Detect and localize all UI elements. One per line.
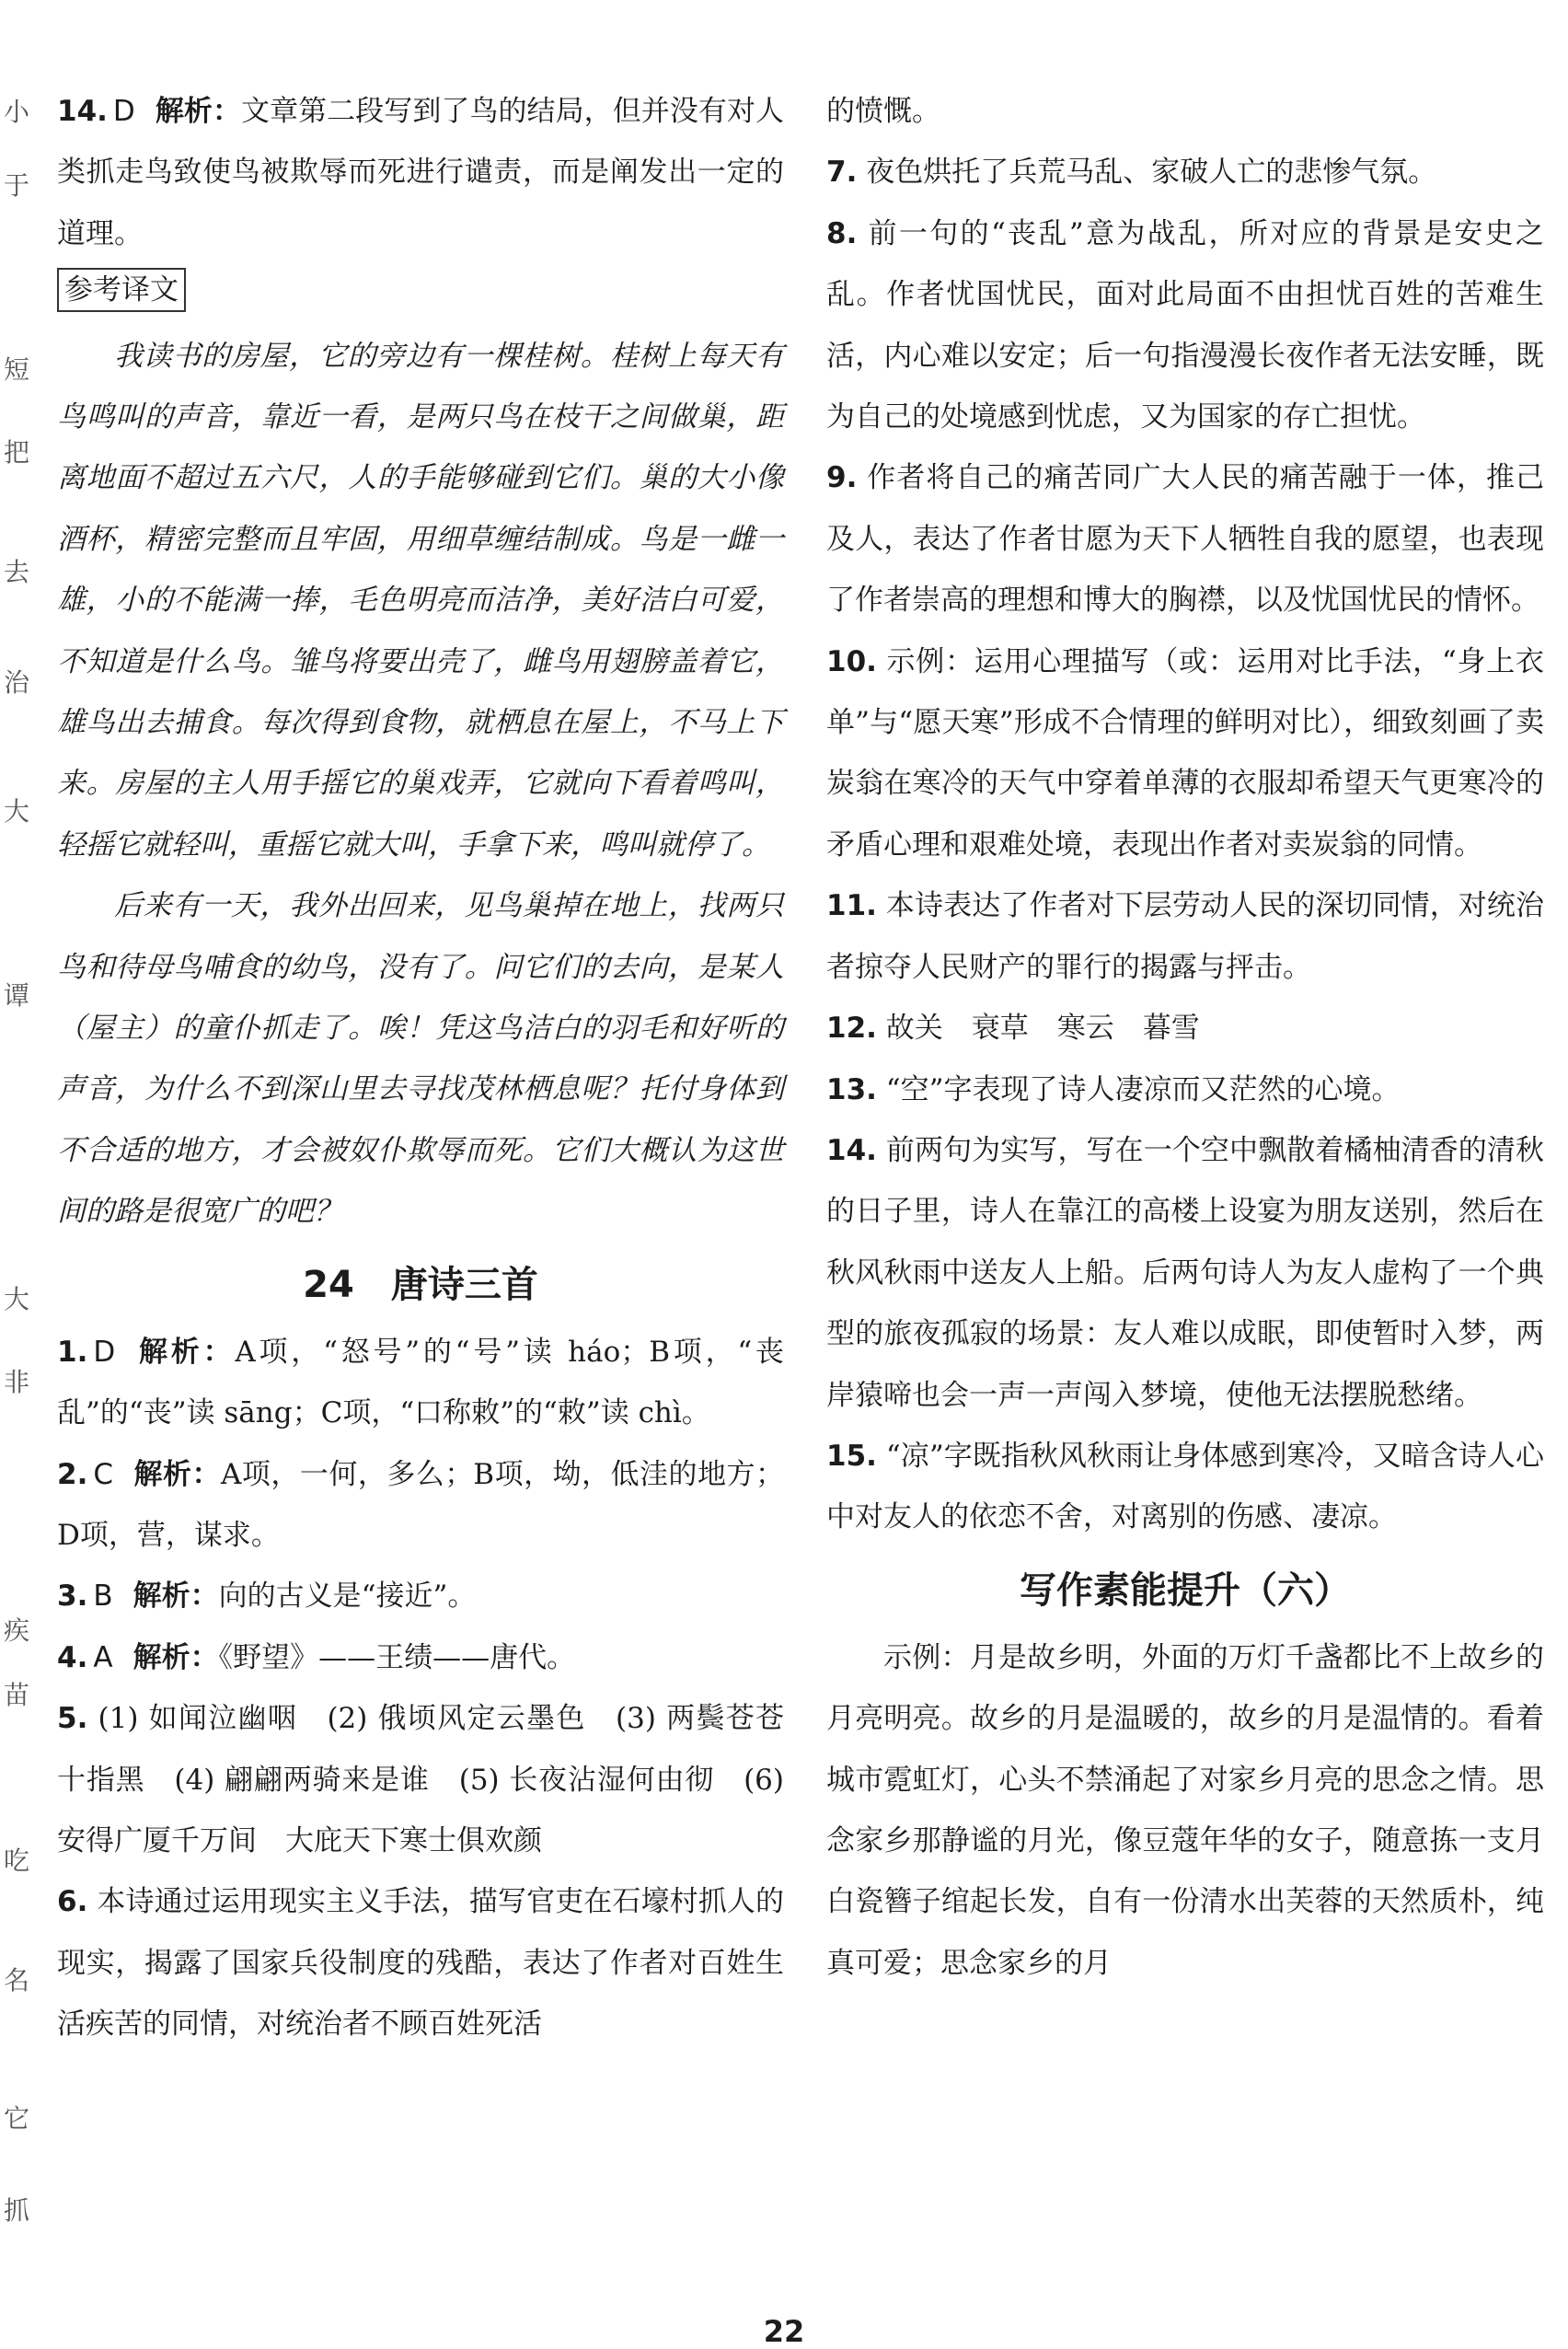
question-number: 11. [826,889,877,923]
answer-text: “凉”字既指秋风秋雨让身体感到寒冷，又暗含诗人心中对友人的依恋不舍，对离别的伤感、凄凉。 [826,1439,1544,1534]
question-number: 4. [57,1640,88,1674]
answer-text: 向的古义是“接近”。 [218,1580,477,1614]
answer-text: 作者将自己的痛苦同广大人民的痛苦融于一体，推己及人，表达了作者甘愿为天下人牺牲自我的愿望，也表现了作者崇高的理想和博大的胸襟，以及忧国忧民的情怀。 [826,461,1544,618]
answer-text: A项，一何，多么；B项，坳，低洼的地方；D项，营，谋求。 [57,1457,784,1552]
answer-6 [57,1871,784,2054]
question-number: 10. [826,644,877,678]
answer-7 [826,142,1544,202]
answer-text: A项，“怒号”的“号”读 háo；B项，“丧乱”的“丧”读 sāng；C项，“口称敕”的“敕”读 chì。 [57,1335,785,1430]
answer-15 [826,1426,1544,1548]
question-number: 2. [57,1457,88,1491]
answer-text: 本诗通过运用现实主义手法，描写官吏在石壕村抓人的现实，揭露了国家兵役制度的残酷，表达了作者对百姓生活疾苦的同情，对统治者不顾百姓死活 [57,1885,785,2042]
question-number: 7. [826,156,858,190]
edge-char: 非 [4,1367,30,1397]
edge-char: 苗 [4,1680,30,1710]
translation-paragraph-1: 我读书的房屋，它的旁边有一棵桂树。桂树上每天有鸟鸣叫的声音，靠近一看，是两只鸟在枝干之间做巢，距离地面不超过五六尺，人的手能够碰到它们。巢的大小像酒杯，精密完整而且牢固，用细草缠结制成。鸟是一雌一雄，小的不能满一捧，毛色明亮而洁净，美好洁白可爱，不知道是什么鸟。雏鸟将要出壳了，雌鸟用翅膀盖着它，雄鸟出去捕食。每次得到食物，就栖息在屋上，不马上下来。房屋的主人用手摇它的巢戏弄，它就向下看着鸣叫，轻摇它就轻叫，重摇它就大叫，手拿下来，鸣叫就停了。 [57,339,784,862]
answer-text: 示例：运用心理描写（或：运用对比手法，“身上衣单”与“愿天寒”形成不合情理的鲜明对比），细致刻画了卖炭翁在寒冷的天气中穿着单薄的衣服却希望天气更寒冷的矛盾心理和艰难处境，表现出作者对卖炭翁的同情。 [826,644,1544,862]
reference-translation-label: 参考译文 [57,264,784,325]
answer-5 [57,1688,784,1871]
left-edge-bleed [0,92,28,2301]
answer-letter: D [112,95,135,128]
answer-3 [57,1566,784,1626]
question-number: 14. [57,95,108,128]
edge-char: 于 [4,170,30,201]
answer-12 [826,998,1544,1059]
edge-char: 抓 [4,2195,30,2226]
edge-char: 去 [4,557,30,587]
edge-char: 名 [4,1965,30,1996]
answer-text: 故关 衰草 寒云 暮雪 [885,1012,1200,1046]
edge-char: 把 [4,437,30,468]
edge-char: 它 [4,2103,30,2134]
answer-11 [826,875,1544,998]
edge-char: 大 [4,1284,30,1314]
answer-letter: A [93,1640,113,1674]
answer-text: “空”字表现了诗人凄凉而又茫然的心境。 [885,1072,1401,1106]
analysis-label: 解析： [133,1640,219,1674]
answer-text: 夜色烘托了兵荒马乱、家破人亡的悲惨气氛。 [866,156,1437,190]
answer-2 [57,1444,784,1567]
question-number: 15. [826,1439,877,1473]
edge-char: 疾 [4,1615,30,1646]
edge-char: 短 [4,354,30,385]
question-number: 9. [826,461,858,495]
answer-13 [826,1059,1544,1120]
answer-14-right [826,1120,1544,1426]
answer-6-continued: 的愤慨。 [826,95,940,128]
answer-8 [826,203,1544,448]
question-number: 6. [57,1885,88,1919]
right-column [826,81,1544,1994]
analysis-label: 解析： [133,1457,221,1491]
answer-10 [826,631,1544,876]
question-number: 14. [826,1133,877,1167]
page-number: 22 [763,2314,805,2349]
question-number: 12. [826,1012,877,1046]
answer-text: (1) 如闻泣幽咽 (2) 俄顷风定云墨色 (3) 两鬓苍苍十指黑 (4) 翩翩两骑来是谁 (5) 长夜沾湿何由彻 (6) 安得广厦千万间 大庇天下寒士俱欢颜 [57,1702,785,1857]
edge-char: 治 [4,667,30,698]
question-number: 5. [57,1702,88,1736]
translation-paragraph-2: 后来有一天，我外出回来，见鸟巢掉在地上，找两只鸟和待母鸟哺食的幼鸟，没有了。问它们的去向，是某人（屋主）的童仆抓走了。唉！凭这鸟洁白的羽毛和好听的声音，为什么不到深山里去寻找茂林栖息呢？托付身体到不合适的地方，才会被奴仆欺辱而死。它们大概认为这世间的路是很宽广的吧？ [57,889,784,1229]
analysis-label: 解析： [133,1580,219,1614]
section-title-writing: 写作素能提升（六） [1020,1568,1351,1612]
answer-14 [57,81,784,264]
answer-text: 本诗表达了作者对下层劳动人民的深切同情，对统治者掠夺人民财产的罪行的揭露与抨击。 [826,889,1544,984]
answer-letter: D [93,1335,116,1369]
answer-letter: C [93,1457,114,1491]
question-number: 13. [826,1072,877,1106]
section-title-tang-poems: 24 唐诗三首 [303,1263,538,1306]
question-number: 8. [826,216,858,250]
question-number: 3. [57,1580,88,1614]
answer-letter: B [93,1580,113,1614]
edge-char: 大 [4,796,30,827]
answer-text: 《野望》——王绩——唐代。 [218,1640,576,1674]
answer-9 [826,447,1544,631]
answer-text: 文章第二段写到了鸟的结局，但并没有对人类抓走鸟致使鸟被欺辱而死进行谴责，而是阐发出一定的道理。 [57,95,784,250]
answer-text: 前一句的“丧乱”意为战乱，所对应的背景是安史之乱。作者忧国忧民，面对此局面不由担忧百姓的苦难生活，内心难以安定；后一句指漫漫长夜作者无法安睡，既为自己的处境感到忧虑，又为国家的存亡担忧。 [826,216,1544,434]
analysis-label: 解析： [155,95,242,128]
answer-1 [57,1322,784,1444]
edge-char: 谭 [4,980,30,1011]
edge-char: 吃 [4,1846,30,1876]
answer-text: 前两句为实写，写在一个空中飘散着橘柚清香的清秋的日子里，诗人在靠江的高楼上设宴为朋友送别，然后在秋风秋雨中送友人上船。后两句诗人为友人虚构了一个典型的旅夜孤寂的场景：友人难以成眠，即使暂时入梦，两岸猿啼也会一声一声闯入梦境，使他无法摆脱愁绪。 [826,1133,1544,1412]
answer-4 [57,1627,784,1688]
writing-sample-paragraph: 示例：月是故乡明，外面的万灯千盏都比不上故乡的月亮明亮。故乡的月是温暖的，故乡的月是温情的。看着城市霓虹灯，心头不禁涌起了对家乡月亮的思念之情。思念家乡那静谧的月光，像豆蔻年华的女子，随意拣一支月白瓷簪子绾起长发，自有一份清水出芙蓉的天然质朴，纯真可爱；思念家乡的月 [826,1640,1544,1980]
question-number: 1. [57,1335,88,1369]
left-column [57,81,784,2055]
edge-char: 小 [4,97,30,127]
analysis-label: 解析： [135,1335,236,1369]
